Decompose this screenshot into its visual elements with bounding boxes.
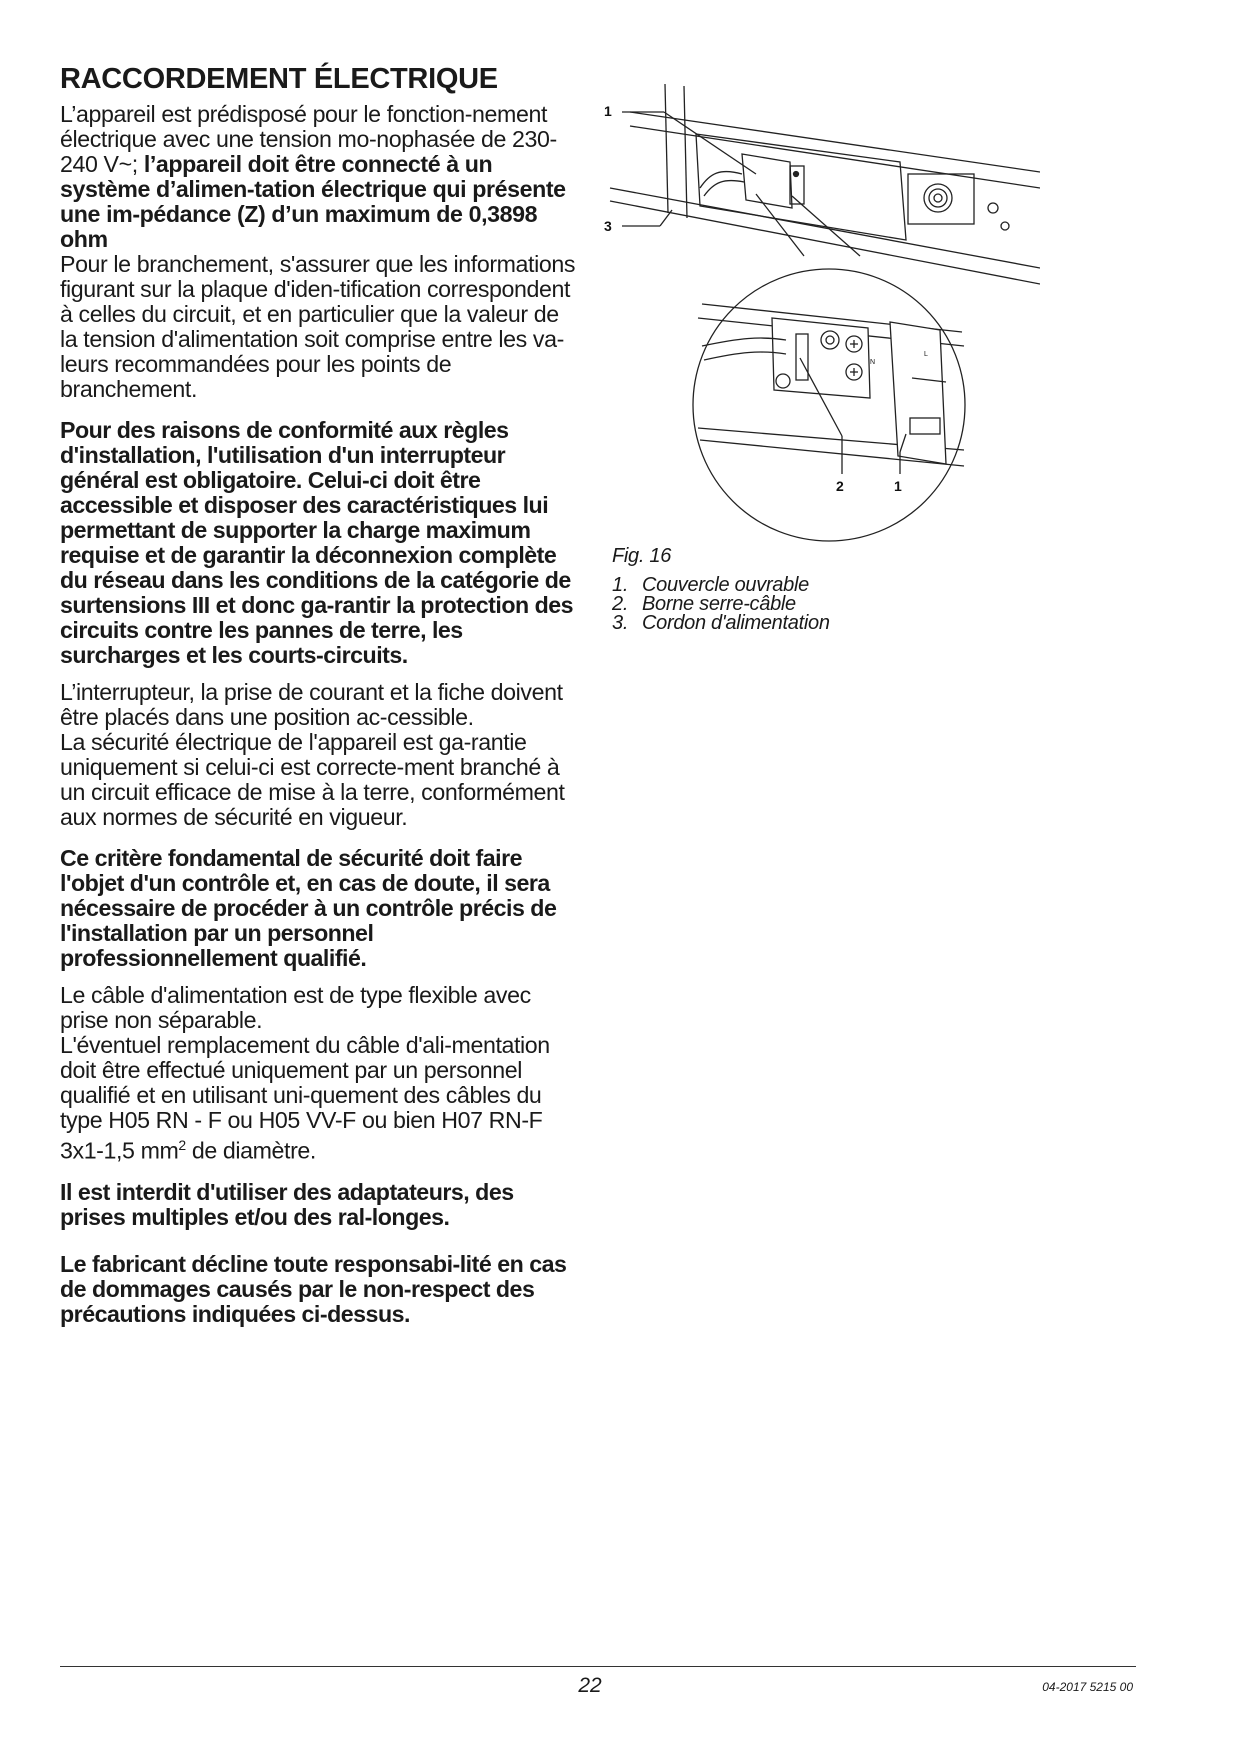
legend-item: 3. Cordon d'alimentation (612, 612, 830, 634)
paragraph-adapters-forbidden: Il est interdit d'utiliser des adaptateurs, des prises multiples et/ou des ral-longes. (60, 1178, 514, 1230)
wiring-illustration (600, 78, 1040, 548)
cable-replacement-tail: de diamètre. (185, 1137, 316, 1164)
footer-divider (60, 1666, 1136, 1667)
paragraph-inspection: Ce critère fondamental de sécurité doit faire l'objet d'un contrôle et, en cas de doute, il sera nécessaire de procéder à un contrôle précis de l'installation par un personnel professionnellement qualifié. (60, 845, 557, 971)
paragraph-cable-replacement (60, 1033, 580, 1164)
terminal-l-letter: L (924, 351, 928, 358)
paragraph-rating-plate: Pour le branchement, s'assurer que les informations figurant sur la plaque d'iden-tification correspondent à celles du circuit, et en particulier que la valeur de la tension d'alimentation soit comprise entre les va-leurs recommandées pour les points de branchement. (60, 251, 576, 402)
figure-caption: Fig. 16 (612, 545, 672, 567)
superscript-2: 2 (178, 1137, 186, 1153)
page-number: 22 (578, 1674, 602, 1697)
callout-1-top: 1 (604, 103, 612, 119)
callout-2-zoom: 2 (836, 478, 844, 494)
callout-3: 3 (604, 218, 612, 234)
section-title: RACCORDEMENT ÉLECTRIQUE (60, 63, 498, 95)
paragraph-accessibility: L’interrupteur, la prise de courant et la fiche doivent être placés dans une position ac-cessible. (60, 679, 563, 730)
callout-1-zoom: 1 (894, 478, 902, 494)
paragraph-liability: Le fabricant décline toute responsabi-lité en cas de dommages causés par le non-respect des précautions indiquées ci-dessus. (60, 1250, 567, 1327)
paragraph-voltage (60, 102, 580, 252)
legend-item: 2. Borne serre-câble (612, 593, 796, 615)
paragraph-cable-type: Le câble d'alimentation est de type flexible avec prise non séparable. (60, 982, 531, 1033)
paragraph-main-switch: Pour des raisons de conformité aux règles d'installation, l'utilisation d'un interrupteur général est obligatoire. Celui-ci doit être accessible et disposer des caractéristiques lui permettant de supporter la charge maximum requise et de garantir la déconnexion complète du réseau dans les conditions de la catégorie de surtensions III et donc ga-rantir la protection des circuits contre les pannes de terre, les surcharges et les courts-circuits. (60, 417, 574, 668)
main-text-column (60, 62, 580, 1327)
legend-item: 1. Couvercle ouvrable (612, 574, 809, 596)
terminal-n-letter: N (870, 359, 876, 366)
figure-legend (612, 576, 830, 633)
paragraph-earthing: La sécurité électrique de l'appareil est ga-rantie uniquement si celui-ci est correcte-ment branché à un circuit efficace de mise à la terre, conformément aux normes de sécurité en vigueur. (60, 729, 565, 830)
impedance-warning: l’appareil doit être connecté à un système d’alimen-tation électrique qui présente une im-pédance (Z) d’un maximum de 0,3898 ohm (60, 151, 566, 252)
cable-replacement-text: L'éventuel remplacement du câble d'ali-mentation doit être effectué uniquement par un personnel qualifié et en utilisant uni-quement des câbles du type H05 RN - F ou H05 VV-F ou bien H07 RN-F 3x1-1,5 mm (60, 1032, 550, 1164)
document-code: 04-2017 5215 00 (1042, 1680, 1133, 1694)
voltage-text: L’appareil est prédisposé pour le fonction-nement électrique avec une tension mo-nophasée de 230-240 V~; (60, 101, 557, 177)
